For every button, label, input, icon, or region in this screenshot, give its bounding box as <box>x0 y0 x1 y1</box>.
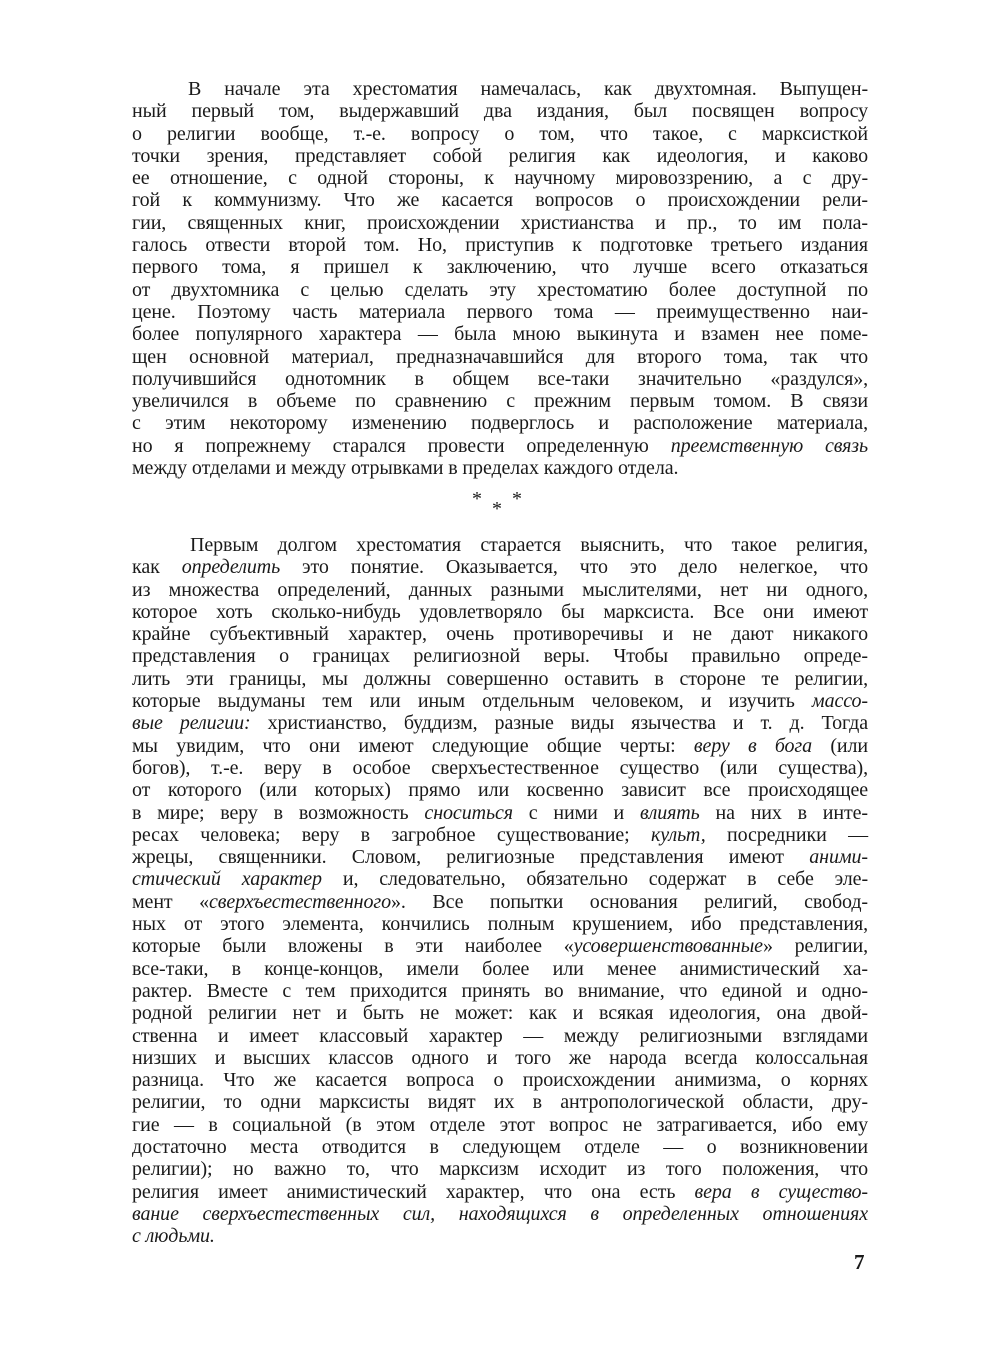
text-line: получившийся однотомник в общем все-таки значительно «раздулся», <box>132 367 868 390</box>
text-line: родной религии нет и быть не может: как и всякая идеология, она двой- <box>132 1002 868 1025</box>
text-line: низших и высших классов одного и того же народа всегда колоссальная <box>132 1046 868 1069</box>
text-run: которые были вложены в эти наиболее « <box>132 935 574 958</box>
text-line: ее отношение, с одной стороны, к научному мировоззрению, а с дру- <box>132 167 868 190</box>
text-line: ных от этого элемента, кончились полным крушением, ибо представления, <box>132 913 868 936</box>
italic-phrase: сноситься <box>424 801 513 824</box>
text-line <box>132 1203 868 1225</box>
text-run: посредники — <box>705 823 868 846</box>
text-line: представления о границах религиозной веры. Чтобы правильно опреде- <box>132 645 868 668</box>
text-line <box>132 1181 868 1203</box>
page-number: 7 <box>854 1250 865 1274</box>
divider-asterisk: * <box>492 498 502 520</box>
italic-phrase: вера в существо- <box>694 1180 868 1203</box>
text-line: о религии вообще, т.-е. вопросу о том, что такое, с марксисткой <box>132 122 868 145</box>
text-line: щен основной материал, предназначавшийся для второго тома, так что <box>132 345 868 368</box>
text-line: более популярного характера — была мною выкинута и взамен нее поме- <box>132 323 868 346</box>
section-divider <box>470 488 530 518</box>
text-run: мы увидим, что они имеют следующие общие черты: <box>132 734 694 757</box>
text-line: В начале эта хрестоматия намечалась, как двухтомная. Выпущен- <box>188 78 868 100</box>
text-run: с ними и <box>512 801 640 824</box>
text-line <box>132 735 868 757</box>
paragraph-intro <box>132 78 868 479</box>
text-line: лить эти границы, мы должны совершенно оставить в стороне те религии, <box>132 667 868 690</box>
text-line: гие — в социальной (в этом отделе этот вопрос не затрагивается, ибо ему <box>132 1113 868 1136</box>
italic-phrase: сверхъестественного <box>209 890 391 913</box>
text-run: как <box>132 556 182 579</box>
text-line <box>132 846 868 868</box>
text-line <box>132 690 868 712</box>
divider-asterisk: * <box>472 488 482 510</box>
italic-phrase: вые религии: <box>132 712 251 735</box>
italic-phrase: усовершенствованные <box>573 935 763 958</box>
text-line: которое хоть сколько-нибудь удовлетворяло бы марксиста. Все они имеют <box>132 600 868 623</box>
text-line: ный первый том, выдержавший два издания, был посвящен вопросу <box>132 100 868 123</box>
text-run: на них в инте- <box>699 801 868 824</box>
text-line: гии, священных книг, происхождении христианства и пр., то им пола- <box>132 211 868 234</box>
text-line <box>132 435 868 457</box>
text-line: богов), т.-е. веру в особое сверхъестественное существо (или существа), <box>132 756 868 779</box>
text-run: в мире; веру в возможность <box>132 801 425 824</box>
italic-phrase: стический характер <box>132 868 322 891</box>
text-run: » религии, <box>762 935 868 958</box>
text-line: с этим некоторому изменению подверглось и расположение материала, <box>132 412 868 435</box>
italic-phrase: веру в бога <box>693 734 813 757</box>
italic-phrase: преемственную связь <box>670 434 869 457</box>
text-line: гой к коммунизму. Что же касается вопросов о происхождении рели- <box>132 189 868 212</box>
text-line: первого тома, я пришел к заключению, что лучше всего отказаться <box>132 256 868 279</box>
text-line: от двухтомника с целью сделать эту хрестоматию более доступной по <box>132 278 868 301</box>
text-line <box>132 891 868 913</box>
text-run: ». Все попытки основания религий, свобод- <box>391 890 868 913</box>
text-line: рактер. Вместе с тем приходится принять во внимание, что единой и одно- <box>132 979 868 1002</box>
text-line: достаточно места отводится в следующем отделе — о возникновении <box>132 1136 868 1159</box>
text-run: христианство, буддизм, разные виды язычества и т. д. Тогда <box>250 712 869 735</box>
text-line: крайне субъективный характер, очень противоречивы и не дают никакого <box>132 623 868 646</box>
text-line: ственна и имеет классовый характер — между религиозными взглядами <box>132 1024 868 1047</box>
text-line <box>132 712 868 734</box>
text-line: от которого (или которых) прямо или косвенно зависит все происходящее <box>132 779 868 802</box>
text-line: разница. Что же касается вопроса о происхождении анимизма, о корнях <box>132 1069 868 1092</box>
text-line: все-таки, в конце-концов, имели более или менее анимистический ха- <box>132 957 868 980</box>
text-run: которые выдуманы тем или иным отдельным человеком, и изучить <box>132 690 812 713</box>
italic-phrase: массо- <box>811 690 868 713</box>
text-line <box>132 556 868 578</box>
text-run: ресах человека; веру в загробное существование; <box>132 823 652 846</box>
text-line: увеличился в объеме по сравнению с прежним первым томом. В связи <box>132 390 868 413</box>
italic-phrase: культ, <box>651 823 706 846</box>
text-run: и, следовательно, обязательно содержат в себе эле- <box>321 868 869 891</box>
text-line: из множества определений, данных разными мыслителями, нет ни одного, <box>132 578 868 601</box>
text-line: Первым долгом хрестоматия старается выяснить, что такое религия, <box>190 534 868 556</box>
italic-phrase: вание сверхъестественных сил, находящихся в определенных отношениях <box>132 1202 868 1225</box>
divider-asterisk: * <box>512 488 522 510</box>
text-line <box>132 868 868 890</box>
text-line: цене. Поэтому часть материала первого тома — преимущественно наи- <box>132 300 868 323</box>
text-line: точки зрения, представляет собой религия как идеология, и каково <box>132 144 868 167</box>
text-run: (или <box>812 734 868 757</box>
text-line: религии); но важно то, что марксизм исходит из того положения, что <box>132 1158 868 1181</box>
text-line: галось отвести второй том. Но, приступив к подготовке третьего издания <box>132 234 868 257</box>
text-line: религии, то одни марксисты видят их в антропологической области, дру- <box>132 1091 868 1114</box>
italic-phrase: определить <box>181 556 281 579</box>
text-line: между отделами и между отрывками в пределах каждого отдела. <box>132 457 679 480</box>
text-line <box>132 824 868 846</box>
text-line <box>132 1225 868 1247</box>
text-line <box>132 802 868 824</box>
italic-phrase: с людьми. <box>132 1225 215 1248</box>
text-run: жрецы, священники. Словом, религиозные представления имеют <box>132 846 810 869</box>
text-run: мент « <box>132 890 210 913</box>
text-run: но я попрежнему старался провести определенную <box>132 434 671 457</box>
text-run: религия имеет анимистический характер, что она есть <box>132 1180 695 1203</box>
paragraph-religion-definition <box>132 534 868 1248</box>
italic-phrase: аними- <box>809 846 868 869</box>
italic-phrase: влиять <box>640 801 700 824</box>
text-line <box>132 935 868 957</box>
text-run: это понятие. Оказывается, что это дело нелегкое, что <box>280 556 868 579</box>
